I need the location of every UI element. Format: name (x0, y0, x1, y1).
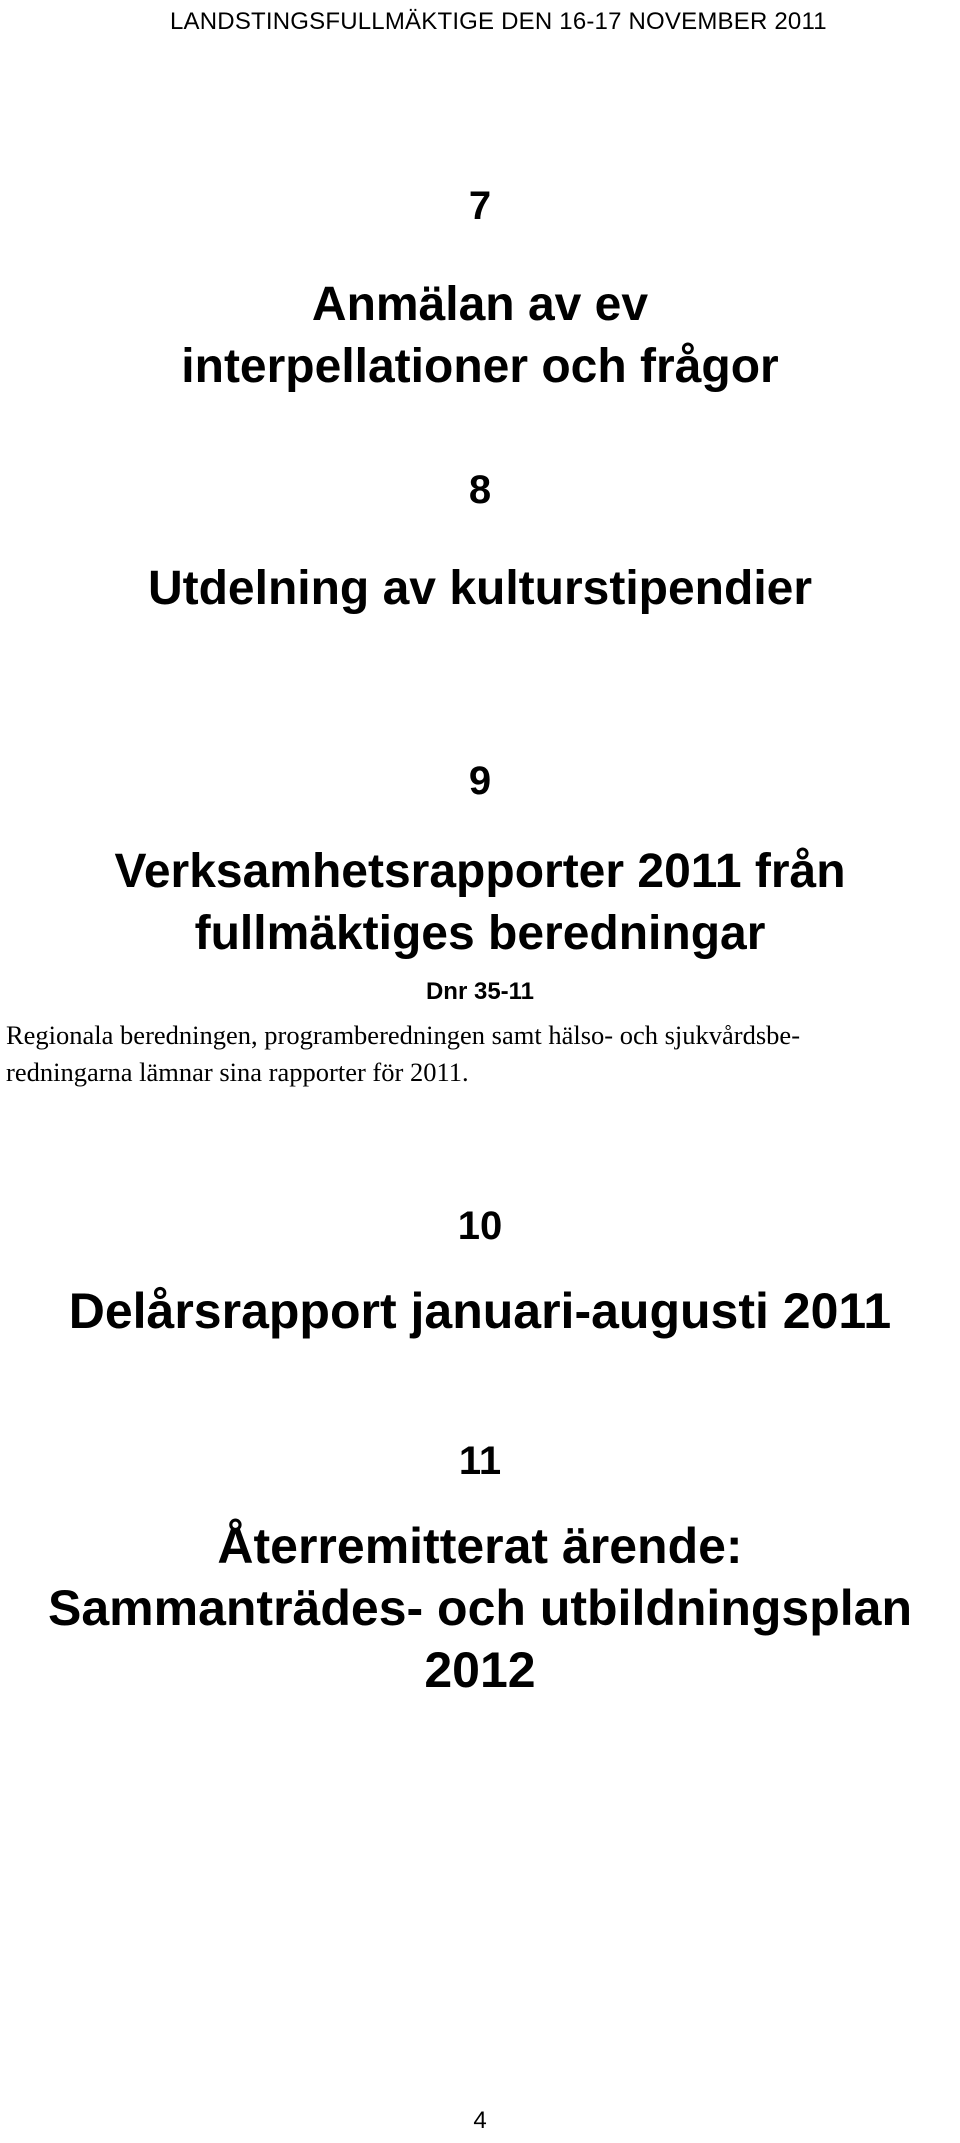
item-description: Regionala beredningen, programberedningen samt hälso- och sjukvårdsbe- redningarna lämnar sina rapporter för 2011. (6, 1020, 801, 1087)
item-title: Återremitterat ärende: Sammanträdes- och utbildningsplan 2012 (48, 1518, 912, 1698)
item-number: 8 (468, 468, 492, 512)
item-number: 10 (457, 1204, 503, 1248)
item-number: 9 (468, 759, 492, 803)
dnr-reference: Dnr 35-11 (425, 978, 535, 1005)
item-title: Utdelning av kulturstipendier (147, 562, 813, 615)
page-number: 4 (473, 2107, 487, 2134)
item-number: 11 (458, 1439, 502, 1483)
item-title: Delårsrapport januari-augusti 2011 (68, 1283, 892, 1339)
agenda-item-11 (0, 1437, 960, 1701)
item-title: Verksamhetsrapporter 2011 från fullmäktiges beredningar (114, 845, 846, 960)
item-title: Anmälan av ev interpellationer och frågor (181, 278, 779, 393)
agenda-item-8 (0, 466, 960, 620)
agenda-item-7 (0, 182, 960, 398)
running-header: LANDSTINGSFULLMÄKTIGE DEN 16-17 NOVEMBER 2011 (170, 8, 827, 35)
agenda-item-9 (0, 757, 960, 1007)
agenda-item-10 (0, 1202, 960, 1342)
item-number: 7 (468, 184, 492, 228)
